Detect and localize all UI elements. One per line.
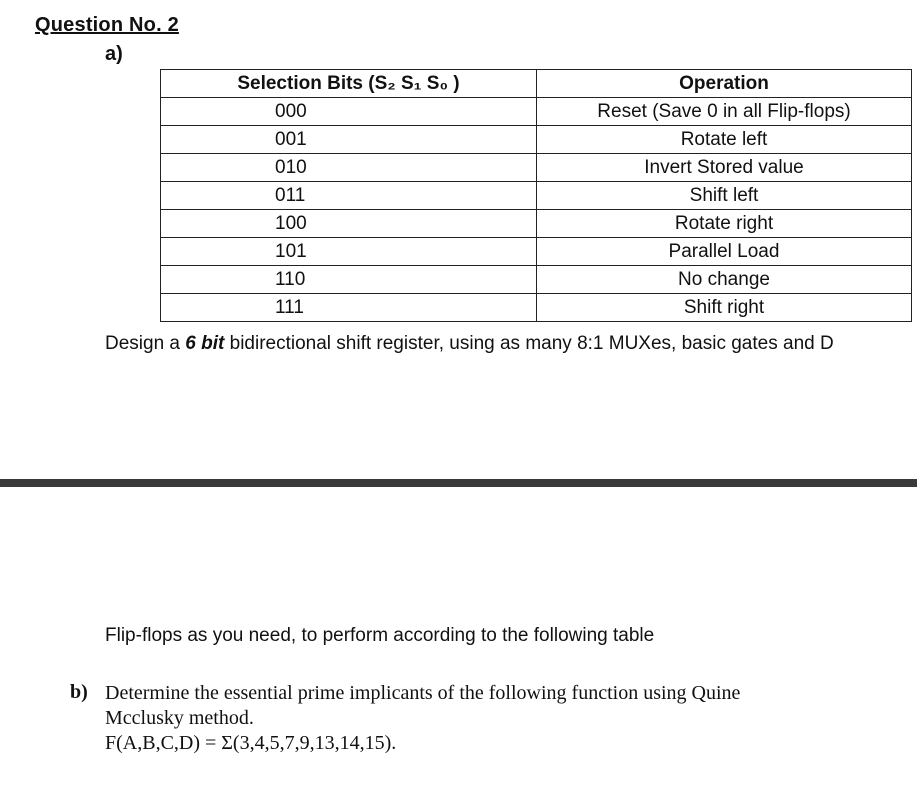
design-suffix: bidirectional shift register, using as many 8:1 MUXes, basic gates and D xyxy=(224,333,834,354)
row-operation: Shift right xyxy=(537,294,912,322)
row-bits: 111 xyxy=(161,294,537,322)
header-operation: Operation xyxy=(537,70,912,98)
design-emphasis: 6 bit xyxy=(185,333,225,354)
part-b-line-1: Determine the essential prime implicants of the following function using Quine xyxy=(105,682,741,704)
part-b-line-2: Mcclusky method. xyxy=(105,707,254,729)
part-a-label: a) xyxy=(105,43,123,65)
part-b-function: F(A,B,C,D) = Σ(3,4,5,7,9,13,14,15). xyxy=(105,732,397,754)
row-bits: 010 xyxy=(161,154,537,182)
header-selection-bits: Selection Bits (S₂ S₁ S₀ ) xyxy=(161,70,537,98)
part-b-text xyxy=(105,681,885,756)
design-continuation: Flip-flops as you need, to perform according to the following table xyxy=(105,625,655,646)
row-bits: 001 xyxy=(161,126,537,154)
design-prefix: Design a xyxy=(105,333,186,354)
page-divider xyxy=(0,479,917,487)
row-operation: Reset (Save 0 in all Flip-flops) xyxy=(537,98,912,126)
row-operation: No change xyxy=(537,266,912,294)
table-row xyxy=(161,238,912,266)
row-operation: Rotate right xyxy=(537,210,912,238)
row-bits: 100 xyxy=(161,210,537,238)
table-row xyxy=(161,98,912,126)
row-operation: Invert Stored value xyxy=(537,154,912,182)
table-row xyxy=(161,266,912,294)
row-bits: 011 xyxy=(161,182,537,210)
row-operation: Rotate left xyxy=(537,126,912,154)
question-title: Question No. 2 xyxy=(35,14,179,36)
row-bits: 000 xyxy=(161,98,537,126)
table-header-row xyxy=(161,70,912,98)
table-row xyxy=(161,210,912,238)
selection-operation-table xyxy=(160,69,912,322)
row-bits: 101 xyxy=(161,238,537,266)
row-operation: Shift left xyxy=(537,182,912,210)
row-operation: Parallel Load xyxy=(537,238,912,266)
table-row xyxy=(161,154,912,182)
table-row xyxy=(161,182,912,210)
part-b-label: b) xyxy=(70,681,88,703)
row-bits: 110 xyxy=(161,266,537,294)
table-row xyxy=(161,126,912,154)
design-instruction xyxy=(105,333,834,355)
table-row xyxy=(161,294,912,322)
